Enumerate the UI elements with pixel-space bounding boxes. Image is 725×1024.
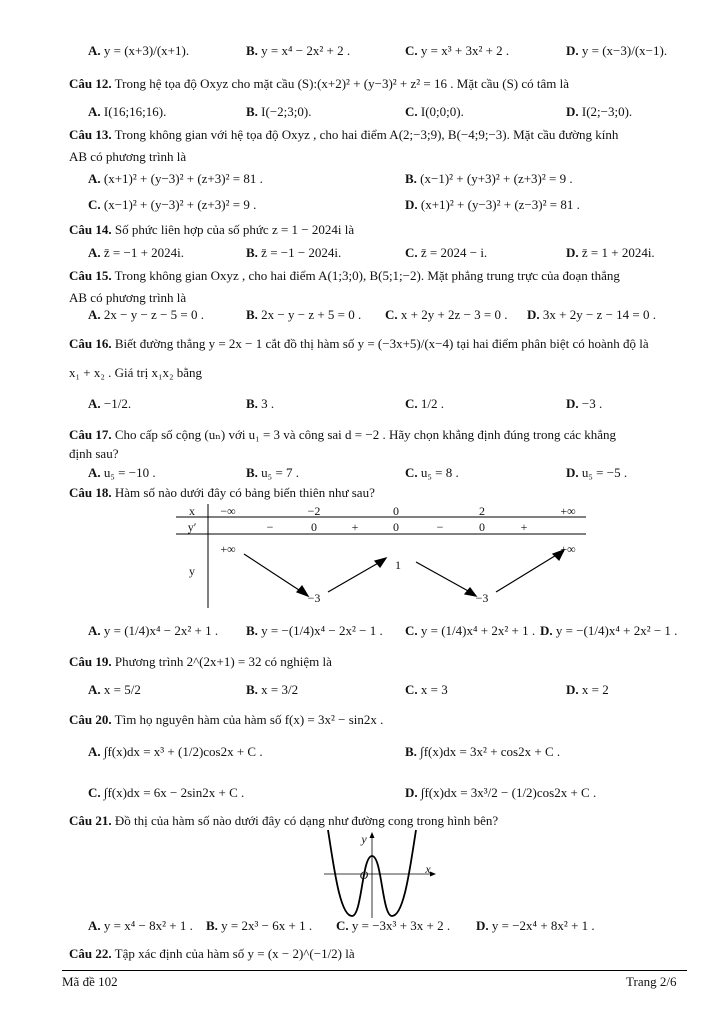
q15-label: Câu 15. xyxy=(69,268,112,283)
q20-label: Câu 20. xyxy=(69,712,112,727)
q22-label: Câu 22. xyxy=(69,946,112,961)
q22-question xyxy=(69,946,355,962)
q21-option-d[interactable]: D. y = −2x⁴ + 8x² + 1 . xyxy=(476,918,595,933)
option-letter: C. xyxy=(336,918,349,933)
option-letter: B. xyxy=(246,307,258,322)
q12-question xyxy=(69,76,569,92)
q20-option-c[interactable]: C. ∫f(x)dx = 6x − 2sin2x + C . xyxy=(88,785,245,800)
q14-option-b[interactable]: B. z̄ = −1 − 2024i. xyxy=(246,245,342,260)
option-letter: D. xyxy=(566,43,579,58)
q20-option-a[interactable]: A. ∫f(x)dx = x³ + (1/2)cos2x + C . xyxy=(88,744,263,759)
option-letter: A. xyxy=(88,171,101,186)
q19-question xyxy=(69,654,332,670)
option-letter: D. xyxy=(405,785,418,800)
q19-option-c[interactable]: C. x = 3 xyxy=(405,682,448,697)
q17-label: Câu 17. xyxy=(69,427,112,442)
option-letter: B. xyxy=(246,465,258,480)
option-letter: A. xyxy=(88,918,101,933)
q11-option-a[interactable]: A. y = (x+3)/(x+1). xyxy=(88,43,190,58)
q12-option-b[interactable]: B. I(−2;3;0). xyxy=(246,104,312,119)
q13-option-d[interactable]: D. (x+1)² + (y−3)² + (z−3)² = 81 . xyxy=(405,197,580,212)
option-letter: C. xyxy=(405,396,418,411)
q15-question xyxy=(69,268,620,284)
table-sign: − xyxy=(266,520,274,534)
table-sign: 0 xyxy=(311,520,317,534)
option-letter: D. xyxy=(566,465,579,480)
q21-option-b[interactable]: B. y = 2x³ − 6x + 1 . xyxy=(206,918,313,933)
graph-origin-label: O xyxy=(359,868,369,882)
option-letter: A. xyxy=(88,682,101,697)
q12-text: Trong hệ tọa độ Oxyz cho mặt cầu (S):(x+2)² + (y−3)² + z² = 16 . Mặt cầu (S) có tâm là xyxy=(114,76,570,91)
q12-option-d[interactable]: D. I(2;−3;0). xyxy=(566,104,633,119)
q15-option-b[interactable]: B. 2x − y − z + 5 = 0 . xyxy=(246,307,362,322)
q17-option-c[interactable]: C. u₅ = 8 . xyxy=(405,465,459,480)
footer-exam-code: Mã đề 102 xyxy=(62,974,118,989)
q14-option-d[interactable]: D. z̄ = 1 + 2024i. xyxy=(566,245,655,260)
q11-option-b[interactable]: B. y = x⁴ − 2x² + 2 . xyxy=(246,43,351,58)
q16-label: Câu 16. xyxy=(69,336,112,351)
q15-text-line1: Trong không gian Oxyz , cho hai điểm A(1;3;0), B(5;1;−2). Mặt phẳng trung trực của đoạn thẳng xyxy=(114,268,620,283)
q14-question xyxy=(69,222,354,238)
q19-label: Câu 19. xyxy=(69,654,112,669)
table-x-value: −2 xyxy=(307,504,321,518)
option-letter: D. xyxy=(566,245,579,260)
graph-x-label: x xyxy=(425,862,431,876)
option-letter: D. xyxy=(566,396,579,411)
arrow-up-1 xyxy=(328,562,380,592)
q16-text-line2: x₁ + x₂ . Giá trị x₁x₂ bằng xyxy=(69,365,203,380)
q21-question xyxy=(69,813,498,829)
q13-option-c[interactable]: C. (x−1)² + (y−3)² + (z+3)² = 9 . xyxy=(88,197,257,212)
q15-option-a[interactable]: A. 2x − y − z − 5 = 0 . xyxy=(88,307,204,322)
q18-text: Hàm số nào dưới đây có bảng biến thiên như sau? xyxy=(114,485,375,500)
q12-label: Câu 12. xyxy=(69,76,112,91)
arrow-up-2 xyxy=(496,554,558,592)
table-sign: + xyxy=(351,520,359,534)
q12-option-c[interactable]: C. I(0;0;0). xyxy=(405,104,464,119)
option-letter: C. xyxy=(405,245,418,260)
q14-text: Số phức liên hợp của số phức z = 1 − 2024i là xyxy=(114,222,355,237)
q18-option-b[interactable]: B. y = −(1/4)x⁴ − 2x² − 1 . xyxy=(246,623,383,638)
q16-option-a[interactable]: A. −1/2. xyxy=(88,396,132,411)
q22-text: Tập xác định của hàm số y = (x − 2)^(−1/2) là xyxy=(114,946,355,961)
q17-option-a[interactable]: A. u₅ = −10 . xyxy=(88,465,156,480)
option-letter: A. xyxy=(88,623,101,638)
option-letter: B. xyxy=(246,623,258,638)
q17-text-line1: Cho cấp số cộng (uₙ) với u₁ = 3 và công sai d = −2 . Hãy chọn khẳng định đúng trong các khẳng xyxy=(114,427,617,442)
q18-label: Câu 18. xyxy=(69,485,112,500)
q20-option-b[interactable]: B. ∫f(x)dx = 3x² + cos2x + C . xyxy=(405,744,561,759)
q19-option-d[interactable]: D. x = 2 xyxy=(566,682,609,697)
option-letter: C. xyxy=(405,623,418,638)
option-letter: C. xyxy=(385,307,398,322)
q20-question xyxy=(69,712,383,728)
q14-option-c[interactable]: C. z̄ = 2024 − i. xyxy=(405,245,488,260)
footer-divider xyxy=(62,970,687,971)
table-x-label: x xyxy=(189,504,195,518)
option-letter: A. xyxy=(88,396,101,411)
option-letter: D. xyxy=(527,307,540,322)
table-sign: 0 xyxy=(393,520,399,534)
q17-question xyxy=(69,427,616,443)
q19-text: Phương trình 2^(2x+1) = 32 có nghiệm là xyxy=(114,654,332,669)
q13-option-b[interactable]: B. (x−1)² + (y+3)² + (z+3)² = 9 . xyxy=(405,171,573,186)
table-y-value: −3 xyxy=(307,591,321,605)
option-letter: A. xyxy=(88,465,101,480)
q21-option-c[interactable]: C. y = −3x³ + 3x + 2 . xyxy=(336,918,451,933)
table-sign: − xyxy=(436,520,444,534)
option-letter: C. xyxy=(405,43,418,58)
option-letter: C. xyxy=(88,197,101,212)
q21-option-a[interactable]: A. y = x⁴ − 8x² + 1 . xyxy=(88,918,193,933)
footer-page-number: Trang 2/6 xyxy=(626,974,677,989)
q14-label: Câu 14. xyxy=(69,222,112,237)
table-sign: 0 xyxy=(479,520,485,534)
q12-option-a[interactable]: A. I(16;16;16). xyxy=(88,104,167,119)
q16-option-c[interactable]: C. 1/2 . xyxy=(405,396,445,411)
curve-graph-svg xyxy=(318,828,440,920)
table-y-value: 1 xyxy=(395,558,401,572)
q21-text: Đồ thị của hàm số nào dưới đây có dạng như đường cong trong hình bên? xyxy=(114,813,499,828)
option-letter: B. xyxy=(246,396,258,411)
table-x-value: +∞ xyxy=(560,504,576,518)
arrow-head-3 xyxy=(465,588,476,596)
option-letter: A. xyxy=(88,744,101,759)
q19-option-a[interactable]: A. x = 5/2 xyxy=(88,682,141,697)
q17-option-d[interactable]: D. u₅ = −5 . xyxy=(566,465,628,480)
q13-text-line1: Trong không gian với hệ tọa độ Oxyz , cho hai điểm A(2;−3;9), B(−4;9;−3). Mặt cầu đường kính xyxy=(114,127,619,142)
option-letter: D. xyxy=(540,623,553,638)
q20-option-d[interactable]: D. ∫f(x)dx = 3x³/2 − (1/2)cos2x + C . xyxy=(405,785,597,800)
q16-text-line1: Biết đường thẳng y = 2x − 1 cắt đồ thị hàm số y = (−3x+5)/(x−4) tại hai điểm phân biệt có hoành độ là xyxy=(114,336,649,351)
option-letter: D. xyxy=(405,197,418,212)
table-x-value: 0 xyxy=(393,504,399,518)
table-sign: + xyxy=(520,520,528,534)
arrow-head-2 xyxy=(375,558,386,567)
table-y-value: +∞ xyxy=(220,542,236,556)
option-letter: D. xyxy=(566,682,579,697)
q15-option-d[interactable]: D. 3x + 2y − z − 14 = 0 . xyxy=(527,307,656,322)
option-letter: A. xyxy=(88,43,101,58)
q20-text: Tìm họ nguyên hàm của hàm số f(x) = 3x² − sin2x . xyxy=(114,712,384,727)
option-letter: C. xyxy=(88,785,101,800)
q18-question xyxy=(69,485,375,501)
q19-option-b[interactable]: B. x = 3/2 xyxy=(246,682,299,697)
table-x-value: −∞ xyxy=(220,504,236,518)
q18-option-a[interactable]: A. y = (1/4)x⁴ − 2x² + 1 . xyxy=(88,623,219,638)
q13-text-line2: AB có phương trình là xyxy=(69,149,187,164)
table-y-value: −3 xyxy=(475,591,489,605)
q16-option-b[interactable]: B. 3 . xyxy=(246,396,275,411)
option-letter: D. xyxy=(566,104,579,119)
option-letter: C. xyxy=(405,104,418,119)
q18-option-d[interactable]: D. y = −(1/4)x⁴ + 2x² − 1 . xyxy=(540,623,678,638)
option-letter: A. xyxy=(88,245,101,260)
q16-option-d[interactable]: D. −3 . xyxy=(566,396,603,411)
option-letter: B. xyxy=(206,918,218,933)
option-letter: A. xyxy=(88,307,101,322)
option-letter: C. xyxy=(405,465,418,480)
table-y-label: y xyxy=(189,564,195,578)
option-letter: B. xyxy=(246,245,258,260)
q14-option-a[interactable]: A. z̄ = −1 + 2024i. xyxy=(88,245,185,260)
x-axis-arrow xyxy=(430,872,436,877)
q13-option-a[interactable]: A. (x+1)² + (y−3)² + (z+3)² = 81 . xyxy=(88,171,263,186)
table-y-value: +∞ xyxy=(560,542,576,556)
option-letter: A. xyxy=(88,104,101,119)
q18-option-c[interactable]: C. y = (1/4)x⁴ + 2x² + 1 . xyxy=(405,623,536,638)
arrow-head-1 xyxy=(297,586,308,596)
q16-question xyxy=(69,336,649,352)
arrow-down-2 xyxy=(416,562,470,592)
q13-label: Câu 13. xyxy=(69,127,112,142)
option-letter: C. xyxy=(405,682,418,697)
option-letter: B. xyxy=(405,744,417,759)
arrow-down-1 xyxy=(244,554,302,592)
q17-text-line2: định sau? xyxy=(69,446,119,461)
q17-option-b[interactable]: B. u₅ = 7 . xyxy=(246,465,300,480)
table-yprime-label: y′ xyxy=(187,520,197,534)
graph-y-label: y xyxy=(361,832,367,846)
q21-label: Câu 21. xyxy=(69,813,112,828)
variation-table xyxy=(176,504,586,608)
option-letter: B. xyxy=(246,104,258,119)
curve-graph xyxy=(318,828,440,920)
option-letter: B. xyxy=(246,43,258,58)
option-letter: D. xyxy=(476,918,489,933)
q15-text-line2: AB có phương trình là xyxy=(69,290,187,305)
option-letter: B. xyxy=(405,171,417,186)
option-letter: B. xyxy=(246,682,258,697)
q13-question xyxy=(69,127,618,143)
table-x-value: 2 xyxy=(479,504,485,518)
q15-option-c[interactable]: C. x + 2y + 2z − 3 = 0 . xyxy=(385,307,508,322)
q11-option-c[interactable]: C. y = x³ + 3x² + 2 . xyxy=(405,43,510,58)
y-axis-arrow xyxy=(370,832,375,838)
q11-option-d[interactable]: D. y = (x−3)/(x−1). xyxy=(566,43,668,58)
